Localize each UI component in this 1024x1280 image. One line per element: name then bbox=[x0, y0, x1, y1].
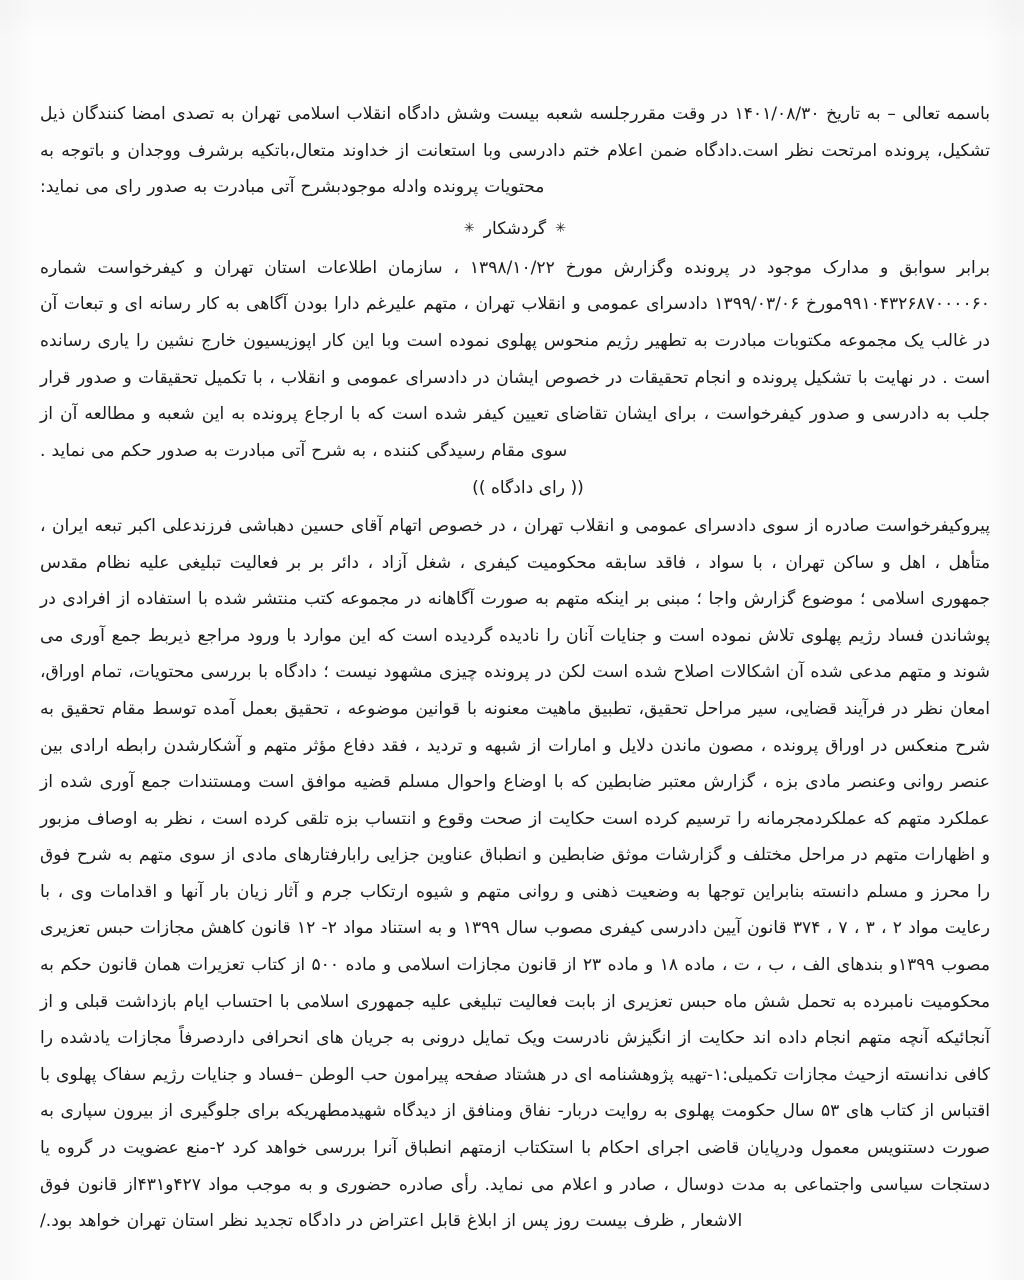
ruling-paragraph: پیروکیفرخواست صادره از سوی دادسرای عمومی و انقلاب تهران ، در خصوص اتهام آقای حسین دهباشی فرزندعلی اکبر تبعه ایران ، متأهل ، اهل و ساکن تهران ، با سواد ، فاقد سابقه محکومیت کیفری ، شغل آزاد ، دائر بر بر فعالیت تبلیغی علیه نظام مقدس جمهوری اسلامی ؛ موضوع گزارش واجا ؛ مبنی بر اینکه متهم به صورت آگاهانه در مجموعه کتب منتشر شده با استفاده از افرادی در پوشاندن فساد رژیم پهلوی تلاش نموده است و جنایات آنان را نادیده گردیده است که این موارد با ورود مراجع ذیربط جمع آوری می شوند و متهم مدعی شده آن اشکالات اصلاح شده است لکن در پرونده چیزی مشهود نیست ؛ دادگاه با بررسی محتویات، تمام اوراق، امعان نظر در فرآیند قضایی، سیر مراحل تحقیق، تطبیق ماهیت معنونه با قوانین موضوعه ، تحقیق بعمل آمده توسط مقام تحقیق به شرح منعکس در اوراق پرونده ، مصون ماندن دلایل و امارات از شبهه و تردید ، فقد دفاع مؤثر متهم و آشکارشدن رابطه ارادی بین عنصر روانی وعنصر مادی بزه ، گزارش معتبر ضابطین که با اوضاع واحوال مسلم قضیه موافق است ومستندات جمع آوری شده از عملکرد متهم که عملکردمجرمانه را ترسیم کرده است حکایت از صحت وقوع و انتساب بزه تلقی کرده است ، نظر به اوصاف مزبور و اظهارات متهم در مراحل مختلف و گزارشات موثق ضابطین و انطباق عناوین جزایی رابارفتارهای مادی از سوی متهم به شرح فوق را محرز و مسلم دانسته بنابراین توجها به وضعیت ذهنی و روانی متهم و شیوه ارتکاب جرم و آثار زیان بار آنها و اقدامات وی ، با رعایت مواد ۲ ، ۳ ، ۷ ، ۳۷۴ قانون آیین دادرسی کیفری مصوب سال ۱۳۹۹ و به استناد مواد ۲- ۱۲ قانون کاهش مجازات حبس تعزیری مصوب ۱۳۹۹و بندهای الف ، ب ، ت ، ماده ۱۸ و ماده ۲۳ از قانون مجازات اسلامی و ماده ۵۰۰ از کتاب تعزیرات همان قانون حکم به محکومیت نامبرده به تحمل شش ماه حبس تعزیری از بابت فعالیت تبلیغی علیه جمهوری اسلامی با احتساب ایام بازداشت قبلی و از آنجائیکه آنچه متهم انجام داده اند حکایت از انگیزش نادرست ویک تمایل درونی به جریان های انحرافی داردصرفاً مجازات یادشده را کافی ندانسته ازحیث مجازات تکمیلی:۱-تهیه پژوهشنامه ای در هشتاد صفحه پیرامون حب الوطن –فساد و جنایات رژیم سفاک پهلوی با اقتباس از کتاب های ۵۳ سال حکومت پهلوی به روایت دربار- نفاق ومنافق از دیدگاه شهیدمطهریکه برای جلوگیری از بیرون سپاری به صورت دستنویس معمول ودرپایان قاضی اجرای احکام با استکتاب ازمتهم انطباق آنرا بررسی خواهد کرد ۲-منع عضویت در گروه یا دستجات سیاسی واجتماعی به مدت دوسال ، صادر و اعلام می نماید. رأی صادره حضوری و به موجب مواد ۴۲۷و۴۳۱از قانون فوق الاشعار , ظرف بیست روز پس از ابلاغ قابل اعتراض در دادگاه تجدید نظر استان تهران خواهد بود./ bbox=[40, 515, 991, 1232]
asterisk-icon-right: ✳ bbox=[555, 220, 567, 236]
document-body bbox=[40, 96, 991, 1232]
ruling-title: (( رای دادگاه )) bbox=[472, 478, 584, 499]
spacer bbox=[40, 206, 990, 210]
opening-paragraph: باسمه تعالی – به تاریخ ۱۴۰۱/۰۸/۳۰ در وقت مقررجلسه شعبه بیست وشش دادگاه انقلاب اسلامی تهران به تصدی امضا کنندگان ذیل تشکیل، پرونده امرتحت نظر است.دادگاه ضمن اعلام ختم دادرسی وبا استعانت از خداوند متعال،باتکیه برشرف ووجدان و باتوجه به محتویات پرونده وادله موجودبشرح آتی مبادرت به صدور رای می نماید: bbox=[40, 104, 990, 198]
asterisk-icon-left: ✳ bbox=[463, 220, 475, 236]
gardeshkar-heading bbox=[40, 212, 990, 246]
gardeshkar-title: گردشکار bbox=[483, 218, 547, 239]
gardeshkar-paragraph: برابر سوابق و مدارک موجود در پرونده وگزارش مورخ ۱۳۹۸/۱۰/۲۲ ، سازمان اطلاعات استان تهران و کیفرخواست شماره ۹۹۱۰۴۳۲۶۸۷۰۰۰۰۶۰مورخ ۱۳۹۹/۰۳/۰۶ دادسرای عمومی و انقلاب تهران ، متهم علیرغم دارا بودن آگاهی به کار رسانه ای و تبعات آن در غالب یک مجموعه مکتوبات مبادرت به تطهیر رژیم منحوس پهلوی نموده است وبا این کار اپوزیسیون خارج نشین را یاری رسانده است . در نهایت با تشکیل پرونده و انجام تحقیقات در خصوص ایشان در دادسرای عمومی و انقلاب ، با تکمیل تحقیقات و صدور قرار جلب به دادرسی و صدور کیفرخواست ، برای ایشان تقاضای تعیین کیفر شده است که با ارجاع پرونده به این شعبه و مطالعه آن از سوی مقام رسیدگی کننده ، به شرح آتی مبادرت به صدور حکم می نماید . bbox=[40, 257, 990, 461]
